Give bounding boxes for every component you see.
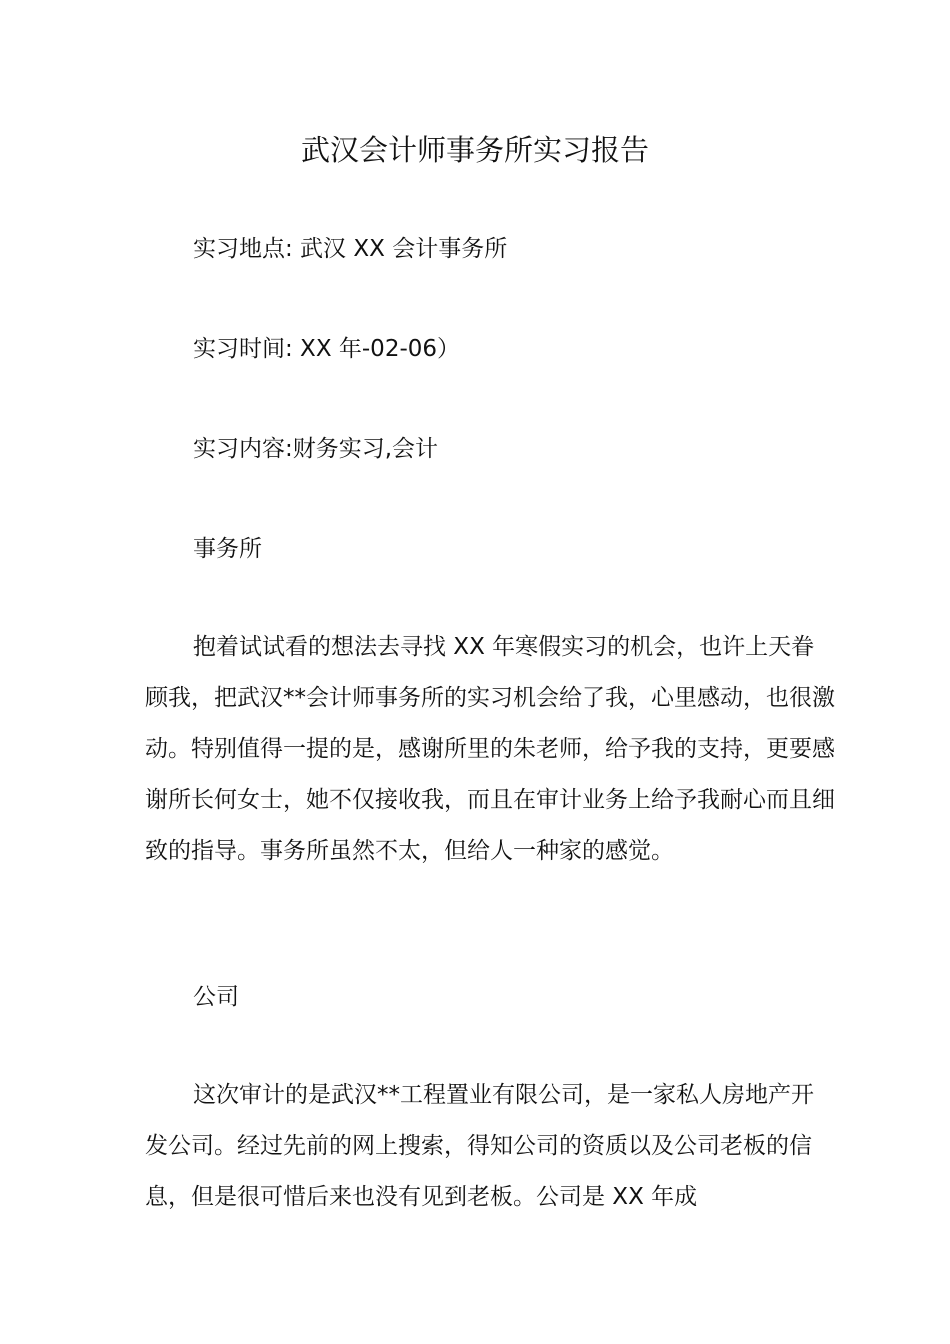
section-heading-firm: 事务所 <box>193 536 262 562</box>
internship-content: 实习内容:财务实习,会计 <box>193 436 439 462</box>
document-title: 武汉会计师事务所实习报告 <box>300 133 649 167</box>
internship-time: 实习时间: XX 年-02-06） <box>193 336 461 362</box>
section-heading-company: 公司 <box>193 984 239 1010</box>
internship-location: 实习地点: 武汉 XX 会计事务所 <box>193 236 508 262</box>
section-body-company: 这次审计的是武汉**工程置业有限公司，是一家私人房地产开发公司。经过先前的网上搜索，得知公司的资质以及公司老板的信息，但是很可惜后来也没有见到老板。公司是 XX 年成 <box>145 1082 814 1210</box>
section-body-firm: 抱着试试看的想法去寻找 XX 年寒假实习的机会，也许上天眷顾我，把武汉**会计师事务所的实习机会给了我，心里感动，也很激动。特别值得一提的是，感谢所里的朱老师，给予我的支持，更要感谢所长何女士，她不仅接收我，而且在审计业务上给予我耐心而且细致的指导。事务所虽然不太，但给人一种家的感觉。 <box>145 634 835 864</box>
